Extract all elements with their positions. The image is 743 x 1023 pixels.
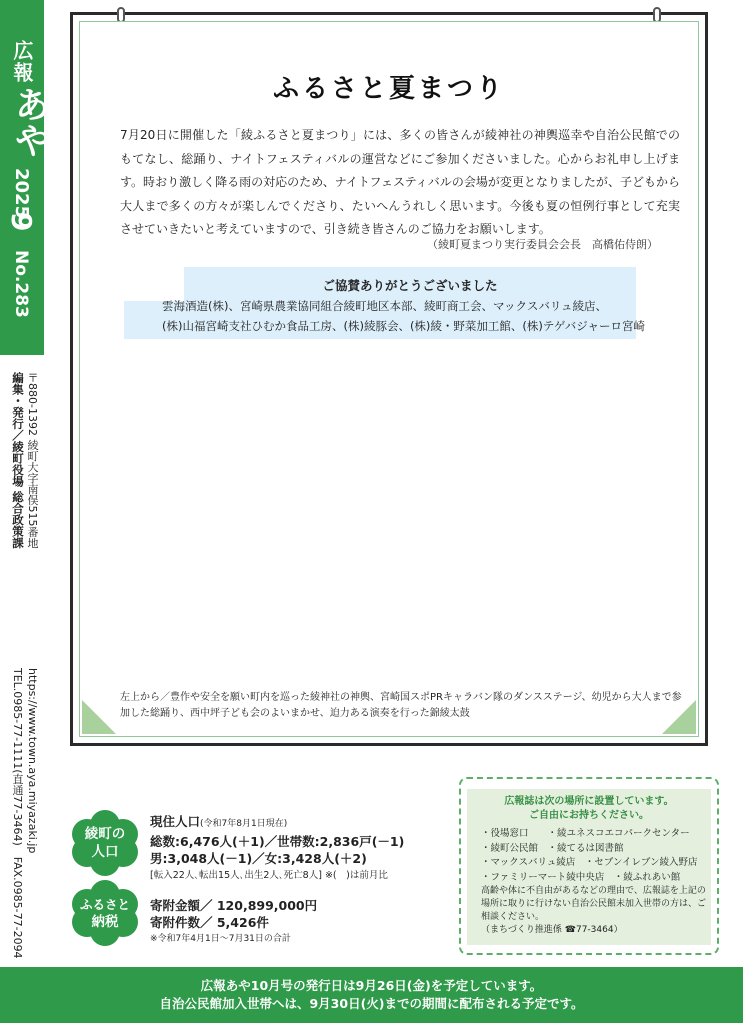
- distribution-contact: （まちづくり推進係 ☎77-3464）: [481, 925, 623, 935]
- sponsor-title: ご協賛ありがとうございました: [322, 278, 498, 293]
- footer-line1: 広報あや10月号の発行日は9月26日(金)を予定しています。: [200, 978, 543, 993]
- population-date: (令和7年8月1日現在): [200, 819, 288, 829]
- photo-area: [96, 346, 682, 686]
- festival-signature: （綾町夏まつり実行委員会会長 高橋佑侍朗）: [427, 238, 658, 251]
- publisher-tel: TEL.0985-77-1111(直通77-3464) FAX.0985-77-2094: [11, 668, 24, 959]
- issue-month: 9: [5, 212, 38, 232]
- population-badge: [72, 810, 138, 876]
- tax-badge-line2: 納税: [91, 914, 119, 930]
- tax-count: 寄附件数／ 5,426件: [150, 915, 269, 930]
- list-item: ・ファミリーマート綾中央店 ・綾ふれあい館: [481, 871, 681, 883]
- tax-amount: 寄附金額／ 120,899,000円: [150, 898, 318, 913]
- publisher-address: 〒880-1392 綾町大字南俣515番地: [26, 372, 39, 549]
- population-totals: 総数:6,476人(＋1)／世帯数:2,836戸(－1): [150, 834, 405, 849]
- sponsor-list-line: 雲海酒造(株)、宮崎県農業協同組合綾町地区本部、綾町商工会、マックスバリュ綾店、: [162, 299, 608, 313]
- distribution-note: [481, 885, 706, 937]
- festival-title: ふるさと夏まつり: [272, 74, 505, 104]
- corner-triangle-icon: [662, 700, 696, 734]
- issue-year: 2025: [11, 168, 32, 219]
- corner-triangle-icon: [82, 700, 116, 734]
- distribution-places: [481, 827, 698, 885]
- furusato-tax-badge: [72, 880, 138, 946]
- distribution-inner: [467, 789, 711, 945]
- list-item: ・綾町公民館 ・綾てるは図書館: [481, 842, 624, 854]
- masthead-band: [0, 0, 50, 355]
- furusato-tax-stats: [150, 897, 317, 948]
- tax-badge-line1: ふるさと: [79, 897, 130, 912]
- population-badge-line1: 綾町の: [84, 826, 126, 842]
- population-stats: [150, 813, 404, 884]
- distribution-title-line: 広報誌は次の場所に設置しています。: [504, 796, 674, 807]
- festival-body: 7月20日に開催した「綾ふるさと夏まつり」には、多くの皆さんが綾神社の神輿巡幸や自治公民館でのもてなし、総踊り、ナイトフェスティバルの運営などにご参加くださいました。心からお礼申し上げます。時おり激しく降る雨の対応のため、ナイトフェスティバルの会場が変更となりましたが、子どもから大人まで多くの方々が楽しんでくださり、たいへんうれしく思います。今後も夏の恒例行事として充実させていきたいと考えていますので、引き続き皆さんのご協力をお願いします。: [120, 128, 680, 236]
- list-item: ・マックスバリュ綾店 ・セブンイレブン綾入野店: [481, 857, 698, 868]
- list-item: ・役場窓口 ・綾ユネスコエコパークセンター: [481, 828, 690, 839]
- sponsor-list-line: (株)山福宮崎支社ひむか食品工房、(株)綾豚会、(株)綾・野菜加工館、(株)テゲバジャーロ宮崎: [162, 319, 646, 333]
- publisher-url[interactable]: https://www.town.aya.miyazaki.jp: [26, 668, 39, 854]
- distribution-note-text: 高齢や体に不自由があるなどの理由で、広報誌を上記の場所に取りに行けない自治公民館未加入世帯の方は、ご相談ください。: [481, 886, 707, 922]
- festival-board: [70, 12, 708, 746]
- distribution-title: [467, 795, 711, 823]
- population-movement: [転入22人､転出15人､出生2人､死亡8人] ※( )は前月比: [150, 870, 388, 881]
- issue-number: No.283: [11, 250, 31, 318]
- photo-caption: 左上から／豊作や安全を願い町内を巡った綾神社の神輿、宮崎国スポPRキャラバン隊のダンスステージ、幼児から大人まで参加した総踊り、西中坪子ども会のよいまかせ、迫力ある演奏を行った錦綾太鼓: [120, 692, 682, 719]
- board-inner: [79, 21, 699, 737]
- distribution-notice: [459, 777, 719, 955]
- masthead-logo-aya: あや: [9, 86, 50, 158]
- distribution-title-line: ご自由にお持ちください。: [529, 810, 649, 821]
- next-issue-footer: [0, 967, 743, 1023]
- population-badge-line2: 人口: [91, 844, 119, 860]
- population-gender: 男:3,048人(－1)／女:3,428人(＋2): [150, 851, 367, 866]
- footer-line2: 自治公民館加入世帯へは、9月30日(火)までの期間に配布される予定です。: [159, 996, 584, 1011]
- publisher-editor: 編集・発行／綾町役場 総合政策課: [11, 372, 25, 549]
- tax-note: ※令和7年4月1日～7月31日の合計: [150, 934, 291, 944]
- population-heading: 現住人口: [150, 814, 201, 829]
- masthead-koho: 広報: [10, 40, 34, 84]
